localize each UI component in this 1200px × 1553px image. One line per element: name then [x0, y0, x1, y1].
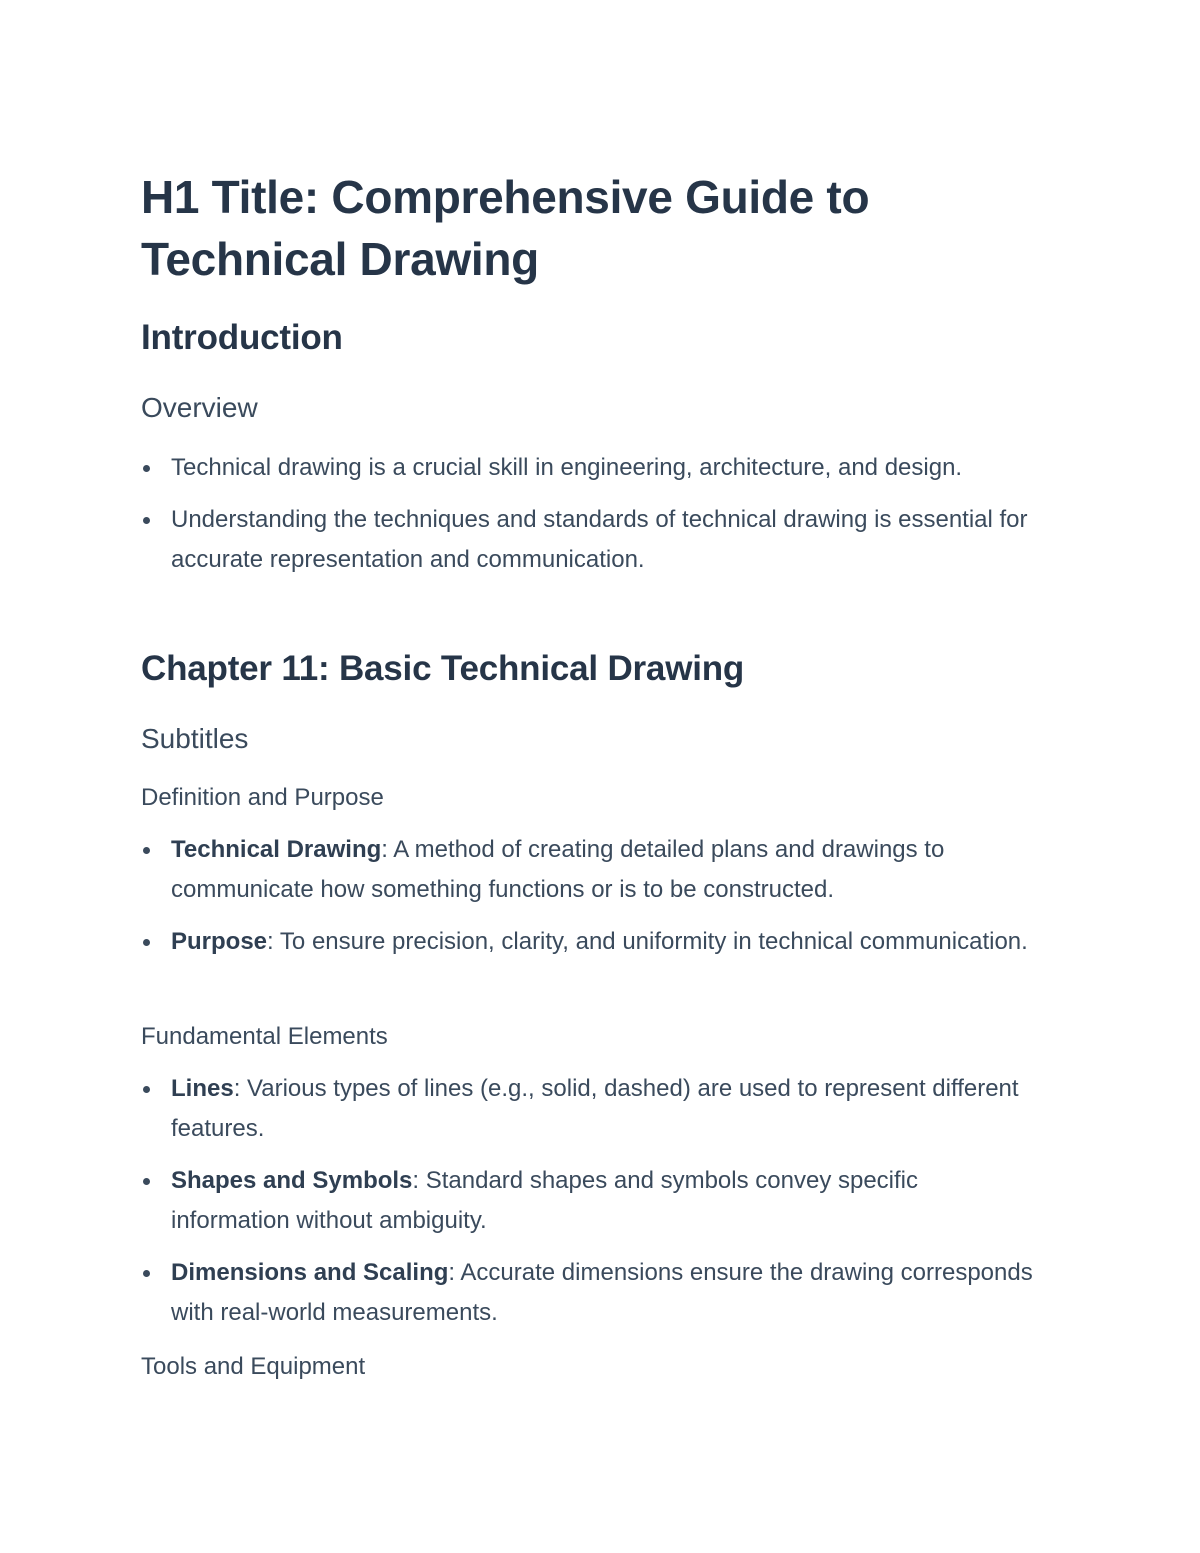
fundamentals-list: [141, 1069, 1041, 1345]
list-item: [141, 1161, 1041, 1241]
definition-heading: Definition and Purpose: [141, 784, 384, 811]
document-title: H1 Title: Comprehensive Guide to Technical Drawing: [141, 171, 870, 285]
list-item-term: Technical Drawing: [171, 836, 382, 863]
definition-list: [141, 830, 1041, 974]
tools-heading: Tools and Equipment: [141, 1353, 366, 1380]
list-item: [141, 1069, 1041, 1149]
list-item-text: : Accurate dimensions ensure the drawing corresponds with real-world measurements.: [171, 1259, 1033, 1326]
introduction-heading: Introduction: [141, 318, 343, 357]
list-item: [141, 922, 1041, 962]
list-item-term: Shapes and Symbols: [171, 1167, 413, 1194]
list-item: Technical drawing is a crucial skill in engineering, architecture, and design.: [141, 448, 1041, 488]
list-item: Understanding the techniques and standards of technical drawing is essential for accurate representation and communication.: [141, 500, 1041, 580]
list-item-text: : Various types of lines (e.g., solid, dashed) are used to represent different features.: [171, 1075, 1019, 1142]
overview-list: [141, 448, 1041, 592]
list-item-term: Dimensions and Scaling: [171, 1259, 449, 1286]
subtitles-heading: Subtitles: [141, 723, 249, 754]
chapter-heading: Chapter 11: Basic Technical Drawing: [141, 649, 745, 688]
list-item-text: : A method of creating detailed plans and drawings to communicate how something functions or is to be constructed.: [171, 836, 945, 903]
fundamentals-heading: Fundamental Elements: [141, 1023, 388, 1050]
list-item-term: Purpose: [171, 928, 268, 955]
list-item: [141, 1253, 1041, 1333]
overview-heading: Overview: [141, 392, 258, 423]
list-item-text: : To ensure precision, clarity, and uniformity in technical communication.: [267, 928, 1028, 955]
list-item-text: : Standard shapes and symbols convey specific information without ambiguity.: [171, 1167, 919, 1234]
list-item: [141, 830, 1041, 910]
list-item-term: Lines: [171, 1075, 234, 1102]
